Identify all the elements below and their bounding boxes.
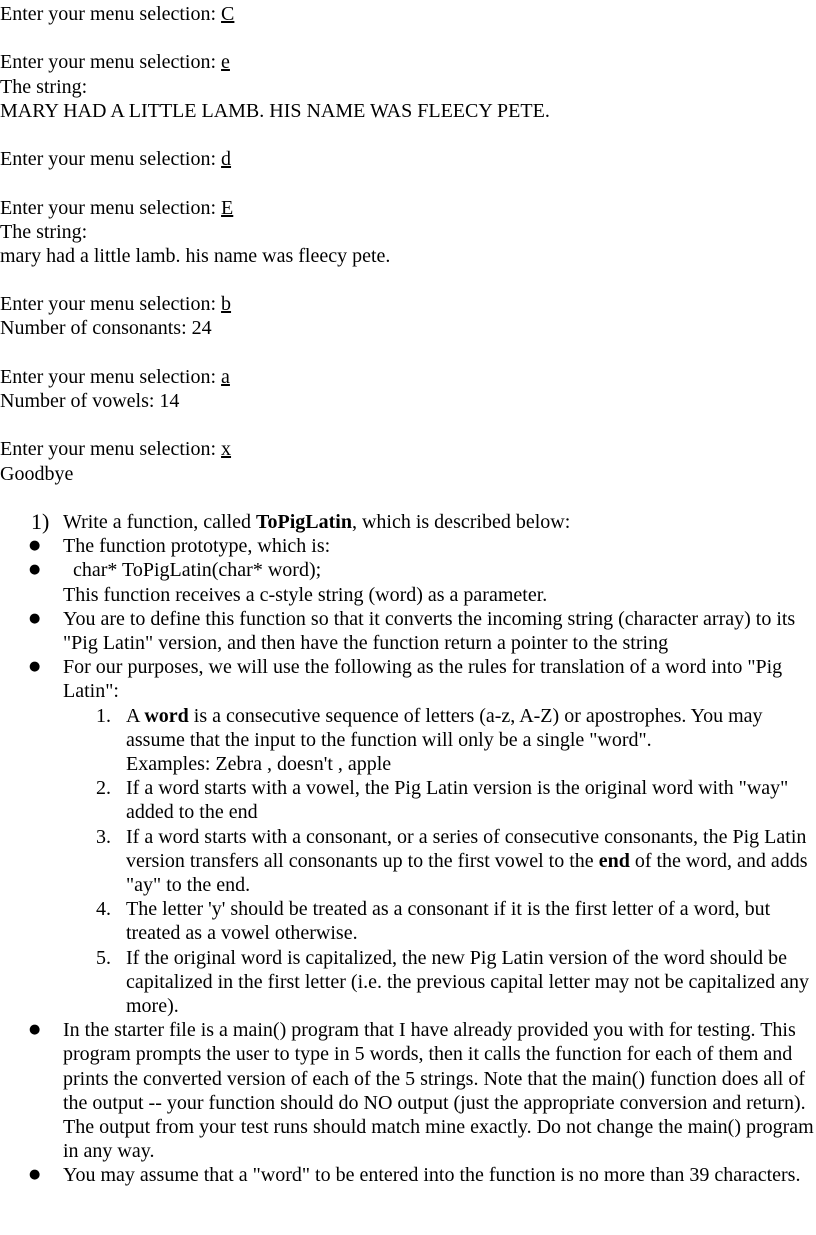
console-output: Number of consonants: 24 [0,317,212,340]
console-prompt: Enter your menu selection: d [0,148,232,171]
rule-item: 5. If the original word is capitalized, the new Pig Latin version of the word should be capitalized in the first letter (i.e. the previous capital letter may not be capitalized any more). [96,946,810,1017]
list-item: ● The function prototype, which is: [29,535,331,558]
console-output: Goodbye [0,462,74,485]
bullet-icon: ● [29,610,41,626]
console-output: Number of vowels: 14 [0,390,180,412]
console-prompt: Enter your menu selection: E [0,196,234,219]
list-item: ● For our purposes, we will use the following as the rules for translation of a word into "Pig Latin": [29,656,783,703]
console-input: b [221,293,232,316]
console-prompt: Enter your menu selection: C [0,3,235,25]
console-prompt: Enter your menu selection: x [0,438,232,461]
document-page [0,2,816,1188]
console-output: The string: [0,75,88,98]
bullet-icon: ● [29,1167,41,1183]
bullet-icon: ● [29,1022,41,1038]
console-prompt: Enter your menu selection: e [0,51,230,74]
bullet-icon: ● [29,562,41,578]
list-item-note: This function receives a c-style string (word) as a parameter. [63,583,548,606]
function-prototype: char* ToPigLatin(char* word); [73,559,322,582]
console-input: x [221,438,232,461]
console-transcript [0,2,816,486]
rule-item: 4. The letter 'y' should be treated as a consonant if it is the first letter of a word, but treated as a vowel otherwise. [96,898,771,945]
task-heading: 1) Write a function, called ToPigLatin, which is described below: [31,508,571,534]
console-prompt: Enter your menu selection: a [0,365,230,388]
console-input: E [221,196,234,219]
list-item: ● In the starter file is a main() program that I have already provided you with for testing. This program prompts the user to type in 5 words, then it calls the function for each of them and prints the converted version of each of the 5 strings. Note that the main() function does all of the output -- your function should do NO output (just the appropriate conversion and return). The output from your test runs should match mine exactly. Do not change the main() program in any way. [29,1019,814,1163]
bullet-icon: ● [29,659,41,675]
console-input: d [221,148,232,171]
list-item [0,558,816,582]
console-input: a [221,365,230,388]
console-input: C [221,3,235,25]
rule-item: 1. A word is a consecutive sequence of letters (a-z, A-Z) or apostrophes. You may assume that the input to the function will only be a single "word". Examples: Zebra , doesn't , apple [0,704,816,777]
console-output: mary had a little lamb. his name was fleecy pete. [0,244,391,267]
list-item: ● You may assume that a "word" to be entered into the function is no more than 39 characters. [29,1164,801,1187]
rule-item: 2. If a word starts with a vowel, the Pig Latin version is the original word with "way" added to the end [96,777,789,824]
function-name: ToPigLatin [256,510,352,533]
task-description [0,510,816,1188]
rule-examples: Examples: Zebra , doesn't , apple [126,752,392,775]
task-number: 1) [31,508,50,534]
console-output: The string: [0,220,88,243]
console-output: MARY HAD A LITTLE LAMB. HIS NAME WAS FLEECY PETE. [0,99,550,122]
list-item: ● You are to define this function so that it converts the incoming string (character array) to its "Pig Latin" version, and then have the function return a pointer to the string [29,607,796,654]
rule-item: 3. If a word starts with a consonant, or a series of consecutive consonants, the Pig Latin version transfers all consonants up to the first vowel to the end of the word, and adds "ay" to the end. [96,825,808,896]
console-prompt: Enter your menu selection: b [0,293,232,316]
console-input: e [221,51,230,74]
bullet-icon: ● [29,538,41,554]
